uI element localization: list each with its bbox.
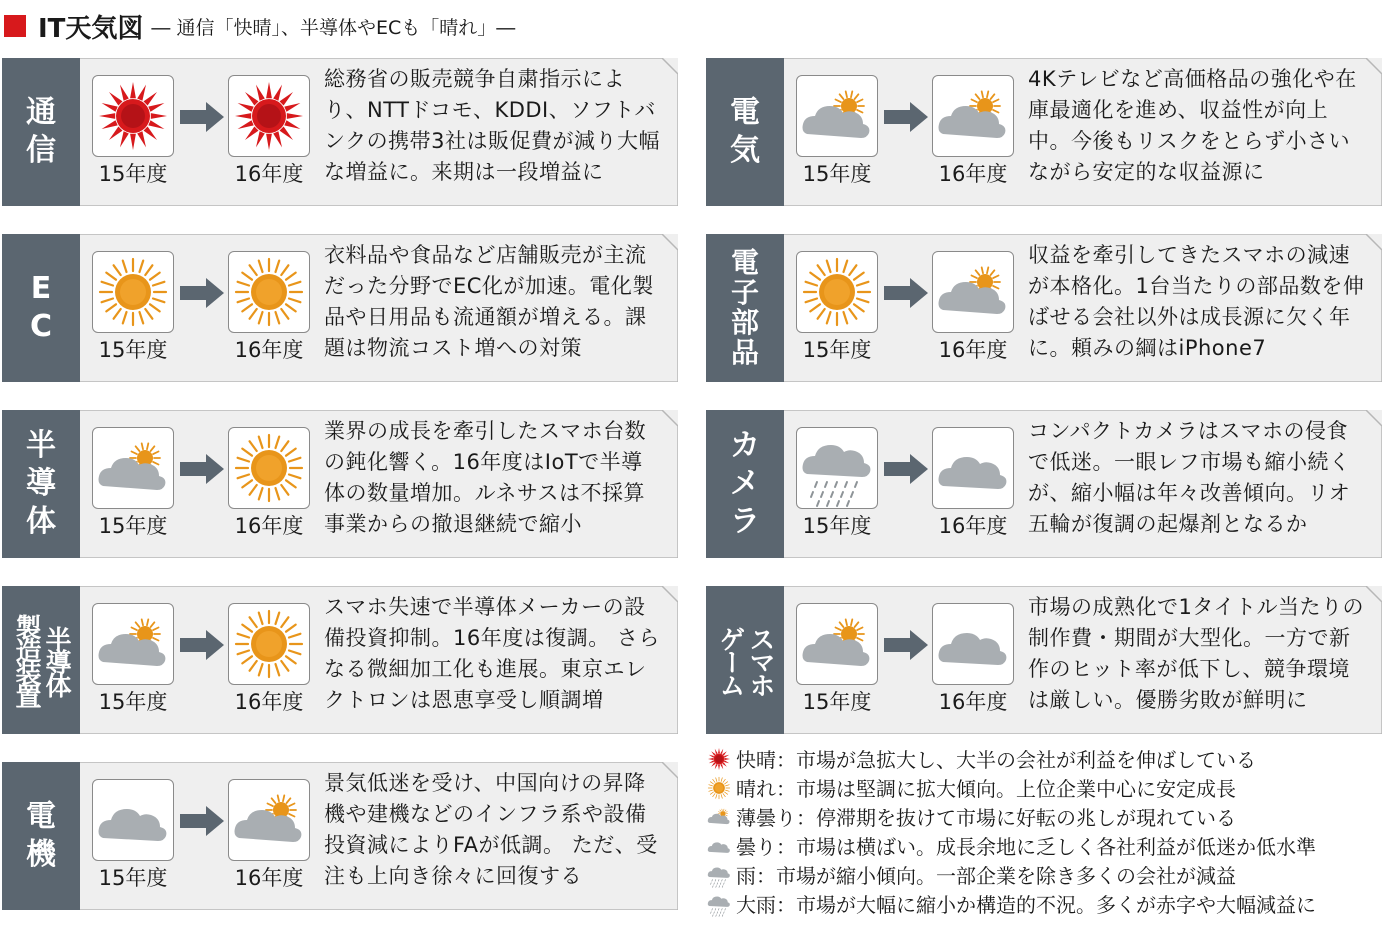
legend-item — [706, 773, 1382, 802]
sun-icon — [228, 251, 310, 333]
year-from-label: 15年度 — [802, 338, 872, 362]
extreme-sun-icon — [92, 75, 174, 157]
panel-denki2 — [2, 762, 678, 910]
legend-text: 曇り：市場は横ばい。成長余地に乏しく各社利益が低迷か低水準 — [736, 835, 1316, 859]
legend-text: 快晴：市場が急拡大し、大半の会社が利益を伸ばしている — [736, 748, 1256, 772]
partly-cloudy-icon — [92, 603, 174, 685]
panel-label-column: ゲーム — [715, 625, 745, 695]
panel-label-char: 品 — [730, 336, 759, 369]
arrow-right-icon — [884, 102, 930, 132]
page-subtitle: ― 通信「快晴」、半導体やECも「晴れ」― — [151, 16, 516, 39]
panel-label — [2, 410, 80, 558]
legend-item — [706, 831, 1382, 860]
partly-cloudy-icon — [92, 427, 174, 509]
panel-description: コンパクトカメラはスマホの侵食で低迷。一眼レフ市場も縮小続くが、縮小幅は年々改善傾向。リオ五輪が復調の起爆剤となるか — [1028, 419, 1351, 536]
panel-denshi — [706, 234, 1382, 382]
panel-label-char: カ — [730, 428, 760, 463]
title-marker — [4, 15, 26, 37]
header — [4, 8, 515, 44]
sun-icon — [228, 427, 310, 509]
year-to-label: 16年度 — [938, 162, 1008, 186]
legend-item — [706, 860, 1382, 889]
legend-text: 薄曇り：停滞期を抜けて市場に好転の兆しが現れている — [736, 806, 1236, 830]
heavy-rain-icon — [706, 891, 736, 917]
legend-item — [706, 744, 1382, 773]
panel-label-char: 部 — [730, 306, 759, 339]
partly-cloudy-icon — [796, 75, 878, 157]
panel-label — [706, 234, 784, 382]
year-to-label: 16年度 — [938, 338, 1008, 362]
panel-label-char: ラ — [730, 504, 760, 539]
year-from-label: 15年度 — [802, 162, 872, 186]
sun-icon — [92, 251, 174, 333]
panel-label — [706, 586, 784, 734]
arrow-right-icon — [884, 454, 930, 484]
panel-label-char: 通 — [26, 95, 56, 130]
year-to-label: 16年度 — [938, 514, 1008, 538]
legend-text: 大雨：市場が大幅に縮小か構造的不況。多くが赤字や大幅減益に — [736, 893, 1316, 917]
panel-description: 収益を牽引してきたスマホの減速が本格化。1台当たりの部品数を伸ばせる会社以外は成長源に欠く年に。頼みの綱はiPhone7 — [1028, 243, 1365, 360]
legend-item — [706, 802, 1382, 831]
panel-label-char: 気 — [730, 133, 760, 168]
sun-icon — [706, 775, 736, 801]
panel-label-column: 半導体 — [41, 625, 71, 695]
arrow-right-icon — [180, 454, 226, 484]
panel-label-char: メ — [730, 466, 760, 501]
panel-ec — [2, 234, 678, 382]
panel-label-char: E — [30, 271, 52, 306]
partly-cloudy-icon — [706, 804, 736, 830]
panel-description: 業界の成長を牽引したスマホ台数の鈍化響く。16年度はIoTで半導体の数量増加。ルネサスは不採算事業からの撤退継続で縮小 — [324, 419, 647, 536]
year-from-label: 15年度 — [802, 690, 872, 714]
arrow-right-icon — [180, 278, 226, 308]
year-from-label: 15年度 — [98, 514, 168, 538]
panel-label-char: 子 — [730, 276, 759, 309]
cloud-icon — [932, 603, 1014, 685]
panel-label-char: 半 — [26, 428, 56, 463]
extreme-sun-icon — [706, 746, 736, 772]
panel-label-char: C — [29, 309, 53, 344]
partly-cloudy-icon — [932, 75, 1014, 157]
year-to-label: 16年度 — [938, 690, 1008, 714]
sun-icon — [228, 603, 310, 685]
panel-handotai — [2, 410, 678, 558]
partly-cloudy-icon — [796, 603, 878, 685]
panel-label — [2, 586, 80, 734]
panel-game — [706, 586, 1382, 734]
panel-label — [2, 234, 80, 382]
legend-item — [706, 889, 1382, 918]
panel-description: 4Kテレビなど高価格品の強化や在庫最適化を進め、収益性が向上中。今後もリスクをとらず小さいながら安定的な収益源に — [1028, 67, 1357, 184]
rain-icon — [706, 862, 736, 888]
year-from-label: 15年度 — [98, 338, 168, 362]
legend-text: 晴れ：市場は堅調に拡大傾向。上位企業中心に安定成長 — [736, 777, 1236, 801]
cloud-icon — [932, 427, 1014, 509]
partly-cloudy-icon — [228, 779, 310, 861]
year-from-label: 15年度 — [98, 690, 168, 714]
panel-description: 景気低迷を受け、中国向けの昇降機や建機などのインフラ系や設備投資減によりFAが低調。 ただ、受注も上向き徐々に回復する — [324, 771, 658, 888]
panel-label-char: 電 — [26, 799, 56, 834]
panel-label-char: 信 — [26, 133, 56, 168]
panel-label-column: 製造装置 — [11, 614, 41, 706]
panel-description: 衣料品や食品など店舗販売が主流だった分野でEC化が加速。電化製品や日用品も流通額が増える。課題は物流コスト増への対策 — [324, 243, 654, 360]
panel-label-char: 体 — [26, 504, 56, 539]
panel-label — [2, 762, 80, 910]
panel-camera — [706, 410, 1382, 558]
panel-label — [706, 58, 784, 206]
year-from-label: 15年度 — [98, 866, 168, 890]
year-to-label: 16年度 — [234, 162, 304, 186]
panel-label-char: 電 — [730, 246, 759, 279]
year-to-label: 16年度 — [234, 866, 304, 890]
panel-label-char: 機 — [26, 837, 56, 872]
rain-icon — [796, 427, 878, 509]
panel-label-char: 電 — [730, 95, 760, 130]
panel-seizou — [2, 586, 678, 734]
cloud-icon — [92, 779, 174, 861]
legend — [706, 744, 1382, 918]
panel-tsushin — [2, 58, 678, 206]
page-title: IT天気図 — [38, 13, 144, 44]
year-from-label: 15年度 — [98, 162, 168, 186]
arrow-right-icon — [180, 102, 226, 132]
cloud-icon — [706, 833, 736, 859]
partly-cloudy-icon — [932, 251, 1014, 333]
year-to-label: 16年度 — [234, 514, 304, 538]
extreme-sun-icon — [228, 75, 310, 157]
panel-denki — [706, 58, 1382, 206]
sun-icon — [796, 251, 878, 333]
panel-description: 総務省の販売競争自粛指示により、NTTドコモ、KDDI、ソフトバンクの携帯3社は販促費が減り大幅な増益に。来期は一段増益に — [324, 67, 660, 184]
arrow-right-icon — [180, 806, 226, 836]
panel-label — [706, 410, 784, 558]
arrow-right-icon — [884, 278, 930, 308]
year-to-label: 16年度 — [234, 690, 304, 714]
arrow-right-icon — [180, 630, 226, 660]
panel-label-char: 導 — [26, 466, 56, 501]
panel-label-column: スマホ — [745, 625, 775, 695]
legend-text: 雨：市場が縮小傾向。一部企業を除き多くの会社が減益 — [736, 864, 1236, 888]
panel-description: スマホ失速で半導体メーカーの設備投資抑制。16年度は復調。 さらなる微細加工化も進展。東京エレクトロンは恩恵享受し順調増 — [324, 595, 660, 712]
panel-description: 市場の成熟化で1タイトル当たりの制作費・期間が大型化。一方で新作のヒット率が低下し、競争環境は厳しい。優勝劣敗が鮮明に — [1028, 595, 1364, 712]
panel-label — [2, 58, 80, 206]
arrow-right-icon — [884, 630, 930, 660]
year-from-label: 15年度 — [802, 514, 872, 538]
year-to-label: 16年度 — [234, 338, 304, 362]
